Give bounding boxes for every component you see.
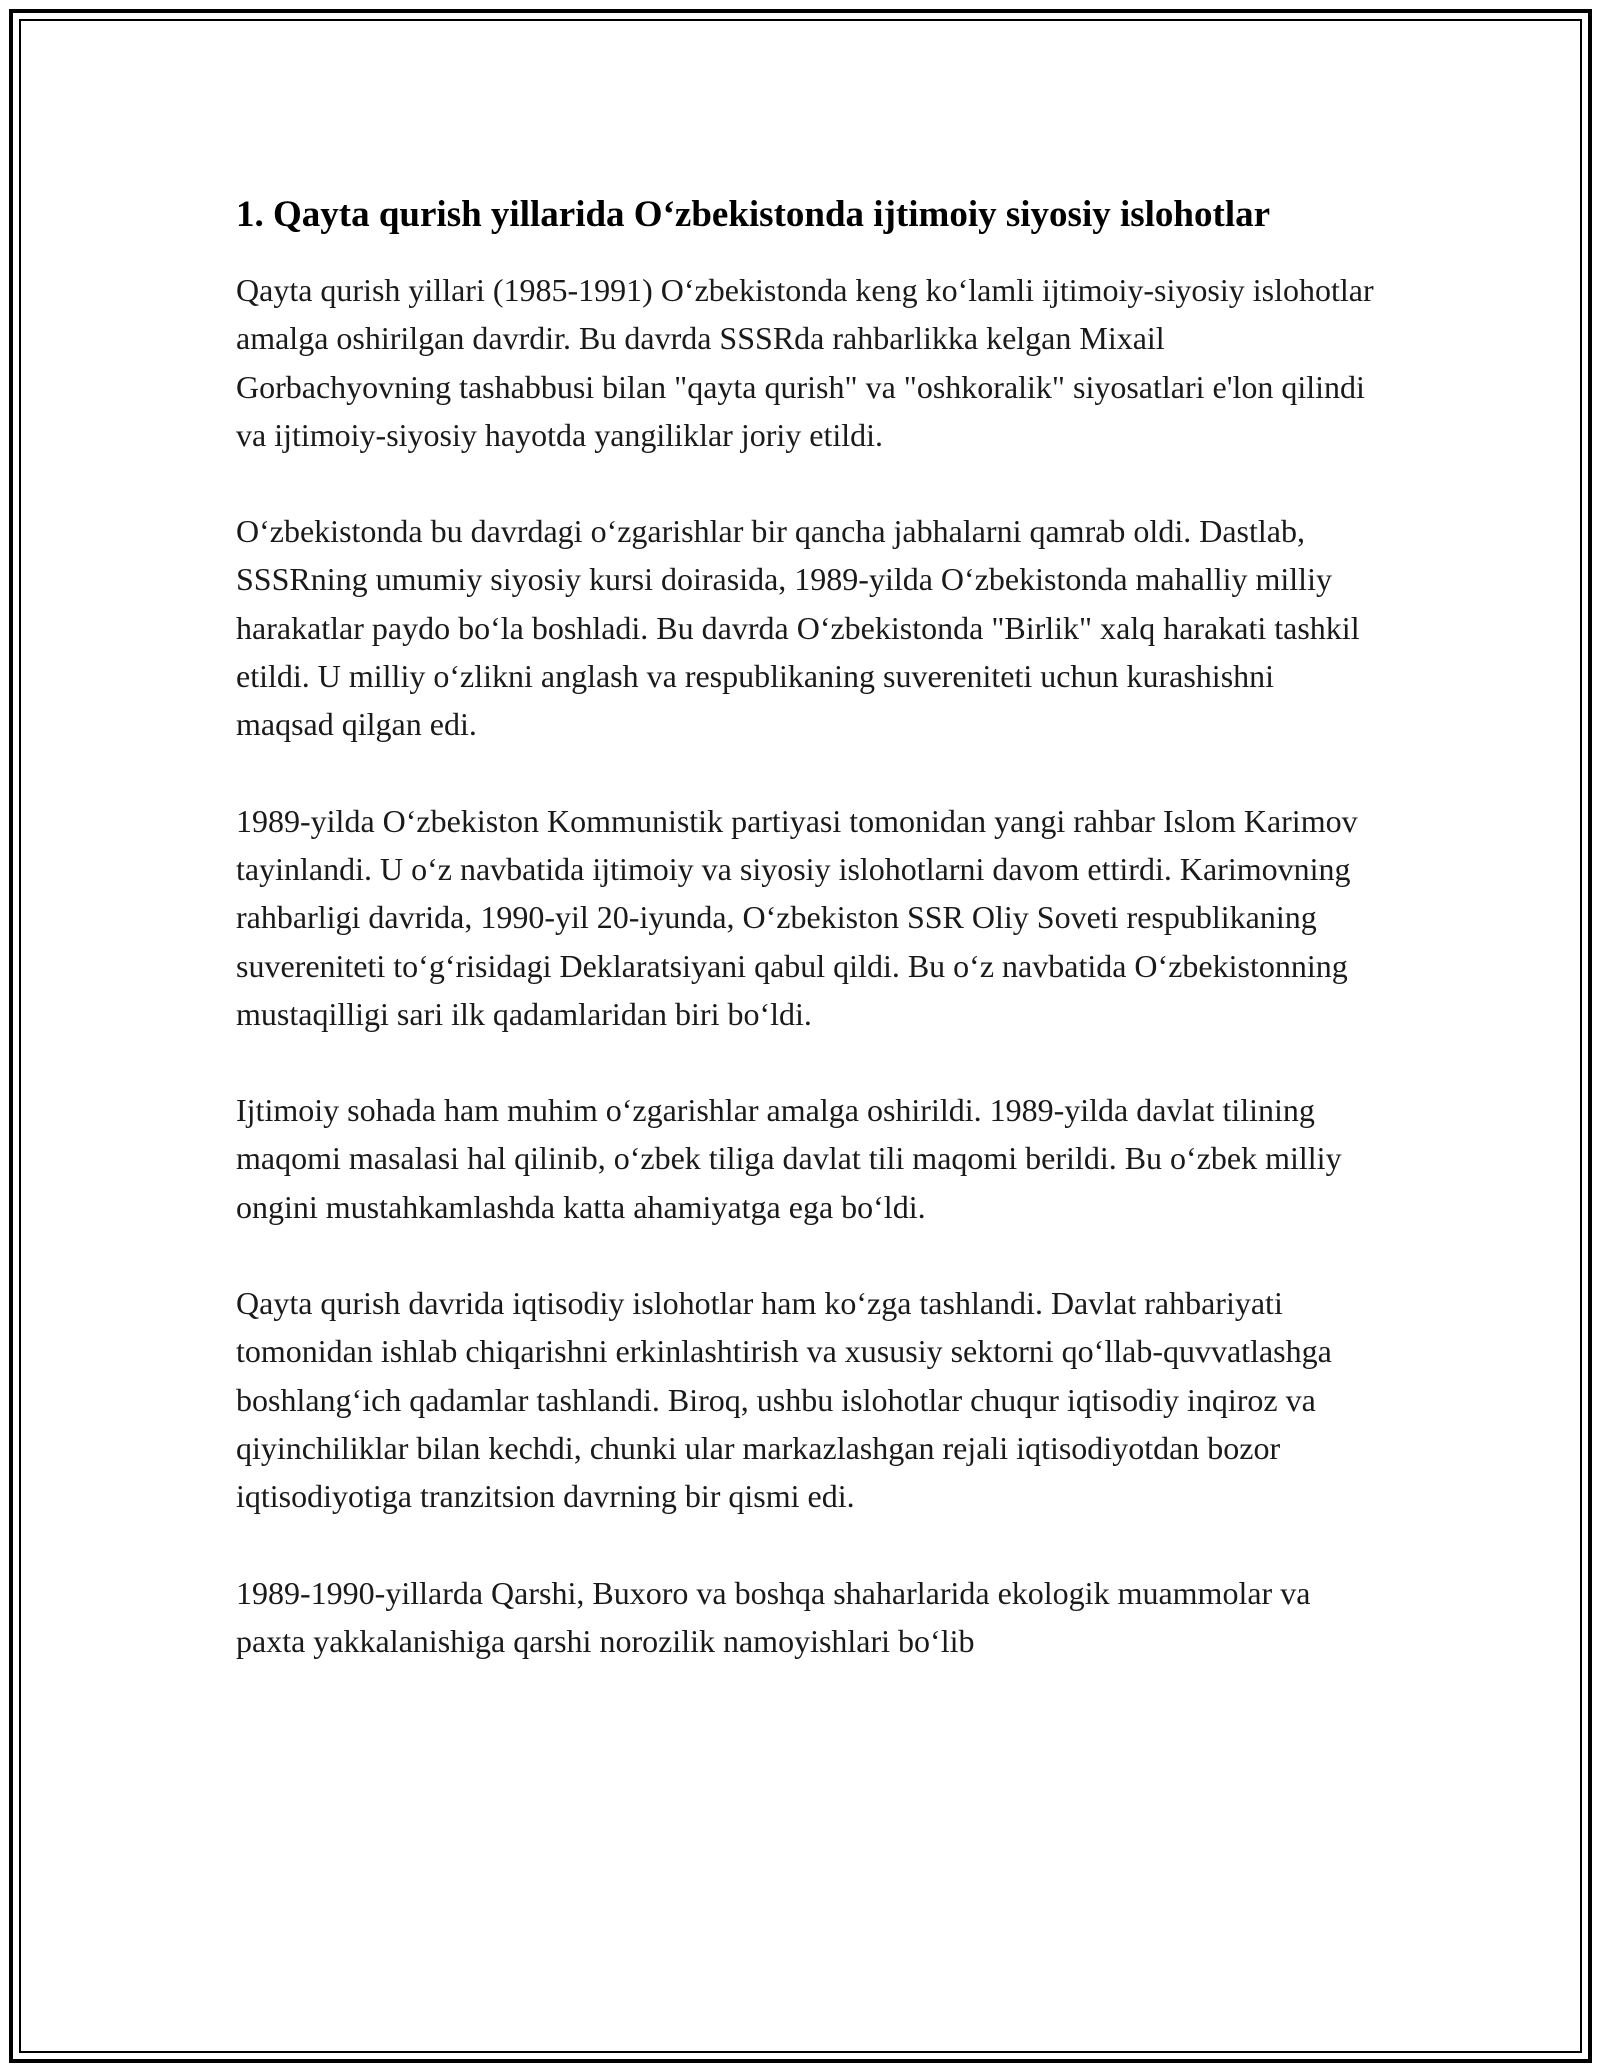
paragraph-state-language: Ijtimoiy sohada ham muhim o‘zgarishlar amalga oshirildi. 1989-yilda davlat tilining maqomi masalasi hal qilinib, o‘zbek tiliga davlat tili maqomi berildi. Bu o‘zbek milliy ongini mustahkamlashda katta ahamiyatga ega bo‘ldi. (236, 1092, 1342, 1225)
paragraph-karimov: 1989-yilda O‘zbekiston Kommunistik partiyasi tomonidan yangi rahbar Islom Karimov tayinlandi. U o‘z navbatida ijtimoiy va siyosiy islohotlarni davom ettirdi. Karimovning rahbarligi davrida, 1990-yil 20-iyunda, O‘zbekiston SSR Oliy Soveti respublikaning suvereniteti to‘g‘risidagi Deklaratsiyani qabul qildi. Bu o‘z navbatida O‘zbekistonning mustaqilligi sari ilk qadamlaridan biri bo‘ldi. (236, 802, 1358, 1032)
paragraph-protests: 1989-1990-yillarda Qarshi, Buxoro va boshqa shaharlarida ekologik muammolar va paxta yakkalanishiga qarshi norozilik namoyishlari bo‘lib (236, 1574, 1311, 1659)
section-heading: 1. Qayta qurish yillarida O‘zbekistonda ijtimoiy siyosiy islohotlar (236, 194, 1271, 235)
paragraph-national-movements: O‘zbekistonda bu davrdagi o‘zgarishlar bir qancha jabhalarni qamrab oldi. Dastlab, SSSRning umumiy siyosiy kursi doirasida, 1989-yilda O‘zbekistonda mahalliy milliy harakatlar paydo bo‘la boshladi. Bu davrda O‘zbekistonda "Birlik" xalq harakati tashkil etildi. U milliy o‘zlikni anglash va respublikaning suvereniteti uchun kurashishni maqsad qilgan edi. (236, 513, 1360, 743)
paragraph-economic-reforms: Qayta qurish davrida iqtisodiy islohotlar ham ko‘zga tashlandi. Davlat rahbariyati tomonidan ishlab chiqarishni erkinlashtirish va xususiy sektorni qo‘llab-quvvatlashga boshlang‘ich qadamlar tashlandi. Biroq, ushbu islohotlar chuqur iqtisodiy inqiroz va qiyinchiliklar bilan kechdi, chunki ular markazlashgan rejali iqtisodiyotdan bozor iqtisodiyotiga tranzitsion davrning bir qismi edi. (236, 1285, 1332, 1515)
paragraph-intro: Qayta qurish yillari (1985-1991) O‘zbekistonda keng ko‘lamli ijtimoiy-siyosiy islohotlar amalga oshirilgan davrdir. Bu davrda SSSRda rahbarlikka kelgan Mixail Gorbachyovning tashabbusi bilan "qayta qurish" va "oshkoralik" siyosatlari e'lon qilindi va ijtimoiy-siyosiy hayotda yangiliklar joriy etildi. (236, 272, 1374, 453)
document-body (236, 190, 1376, 1665)
